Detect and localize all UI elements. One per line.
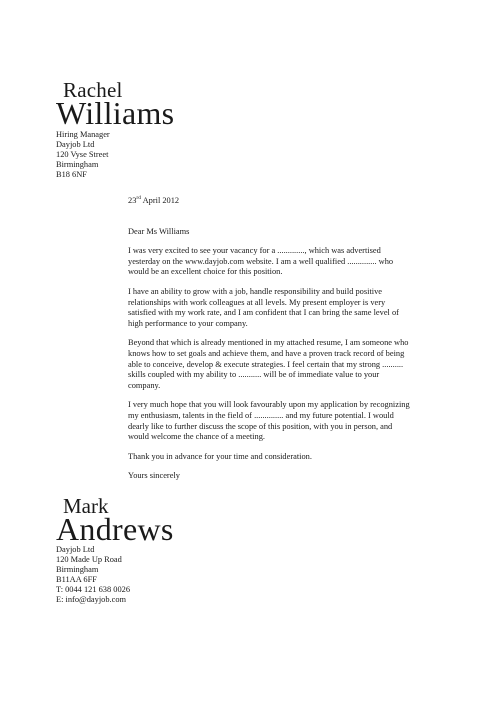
sender-block (56, 496, 276, 605)
sender-email: E: info@dayjob.com (56, 595, 127, 604)
sender-contact (56, 545, 276, 605)
letter-date (128, 196, 410, 207)
sender-contact-line: B11AA 6FF (56, 575, 97, 584)
recipient-first-name: Rachel (63, 78, 123, 102)
recipient-address-line: B18 6NF (56, 170, 87, 179)
recipient-address-line: Hiring Manager (56, 130, 110, 139)
recipient-address-line: Birmingham (56, 160, 99, 169)
paragraph-1: I was very excited to see your vacancy for a ............., which was advertised yesterday on the www.dayjob.com website. I am a well qualified .............. who would be an excellent choice for this position. (128, 246, 394, 277)
paragraph-2: I have an ability to grow with a job, handle responsibility and build positive relationships with work colleagues at all levels. My present employer is very satisfied with my work rate, and I am confident that I can bring the same level of high performance to your company. (128, 286, 399, 328)
date-suffix: rd (136, 195, 141, 202)
date-day: 23 (128, 196, 137, 205)
date-month-year: April 2012 (140, 196, 180, 205)
recipient-address (56, 130, 256, 180)
letter-body (128, 196, 410, 482)
sender-phone: T: 0044 121 638 0026 (56, 585, 131, 594)
sender-first-name: Mark (63, 494, 109, 518)
recipient-block (56, 80, 256, 180)
paragraph-5: Thank you in advance for your time and consideration. (128, 451, 312, 461)
sender-last-name: Andrews (56, 511, 174, 547)
paragraph-4: I very much hope that you will look favourably upon my application by recognizing my enthusiasm, talents in the field of .............. and my future potential. I would dearly like to further discuss the scope of this position, with you in person, and would welcome the chance of a meeting. (128, 400, 410, 442)
recipient-address-line: Dayjob Ltd (56, 140, 95, 149)
sender-contact-line: Dayjob Ltd (56, 545, 95, 554)
paragraph-3: Beyond that which is already mentioned in my attached resume, I am someone who knows how to set goals and achieve them, and have a proven track record of being able to conceive, develop & execute strategies. I feel certain that my strong .......... skills coupled with my ability to ........... will be of immediate value to your company. (128, 338, 409, 390)
sender-contact-line: 120 Made Up Road (56, 555, 122, 564)
salutation: Dear Ms Williams (128, 226, 190, 236)
recipient-address-line: 120 Vyse Street (56, 150, 109, 159)
recipient-last-name: Williams (56, 95, 175, 131)
closing: Yours sincerely (128, 471, 180, 481)
sender-contact-line: Birmingham (56, 565, 99, 574)
